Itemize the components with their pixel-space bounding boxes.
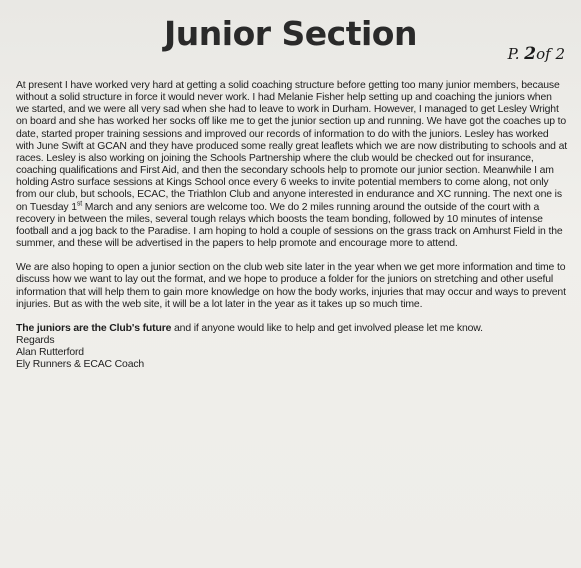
paragraph-text: March and any seniors are welcome too. We do 2 miles running around the outside of the court with a recovery in between the miles, several tough relays which boosts the team bonding, followed by 10 minutes of intense football and a jog back to the Paradise. I am hoping to hold a couple of sessions on the grass track on Amhurst Field in the summer, and these will be advertised in the papers to help promote and encourage more to attend. [16, 201, 563, 250]
document-body [16, 80, 567, 371]
paragraph-website: We are also hoping to open a junior section on the club web site later in the year when we get more information and time to discuss how we want to lay out the format, and we hope to produce a folder for the juniors on stretching and other useful information that will help them to gain more knowledge on how the body works, injuries that may occur and ways to prevent injuries. But as with the web site, it will be a lot later in the year as it takes up so much time. [16, 262, 566, 310]
document-title: Junior Section [164, 14, 417, 53]
signature-name: Alan Rutterford [16, 347, 84, 359]
page-current: 2 [524, 44, 537, 64]
paragraph-text: At present I have worked very hard at getting a solid coaching structure before getting too many junior members, because without a solid structure in force it would never work. I had Melanie Fisher help setting up and coaching the juniors when we started, and we were all very sad when she had to leave to work in Durham. However, I managed to get Lesley Wright on board and she has worked her socks off like me to get the junior section up and running. We have got the coaches up to date, started proper training sessions and improved our records of information to do with the juniors. Lesley has worked with June Swift at GCAN and they have produced some really great leaflets which we are now distributing to schools and at races. Lesley is also working on joining the Schools Partnership where the club would be checked out for insurance, coaching qualifications and First Aid, and then the secondary schools help to promote our junior section. Meanwhile I am holding Astro surface sessions at Kings School once every 6 weeks to invite potential members to come along, not only from our club, but schools, ECAC, the Triathlon Club and anyone interested in endurance and XC running. The next one is on Tuesday 1 [16, 80, 567, 213]
paragraph-coaching [16, 80, 567, 250]
emphasis-text: The juniors are the Club's future [16, 322, 172, 334]
signoff: Regards [16, 334, 55, 346]
signature-role: Ely Runners & ECAC Coach [16, 359, 145, 371]
paragraph-future [16, 323, 567, 335]
paragraph-text: and if anyone would like to help and get involved please let me know. [171, 322, 483, 334]
page-suffix: of 2 [536, 45, 565, 63]
document-header [0, 14, 581, 64]
ordinal-suffix: st [76, 200, 83, 208]
page-prefix: P. [507, 45, 520, 63]
page-number [508, 44, 565, 64]
